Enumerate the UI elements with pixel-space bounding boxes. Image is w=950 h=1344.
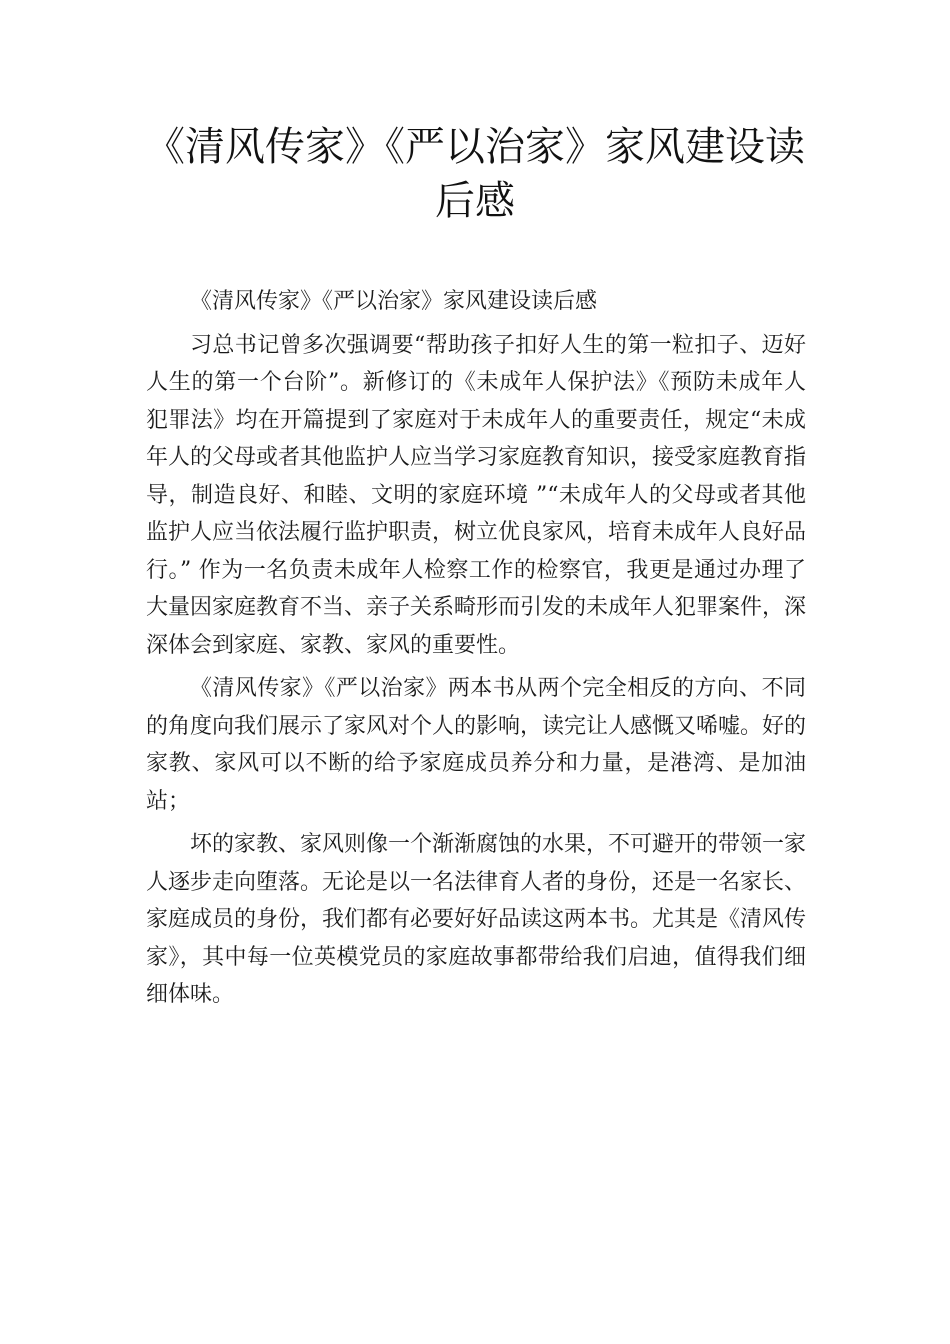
title-line-2: 后感 xyxy=(435,178,515,224)
paragraph-2: 《清风传家》《严以治家》两本书从两个完全相反的方向、不同的角度向我们展示了家风对个人的影响，读完让人感慨又唏嘘。好的家教、家风可以不断的给予家庭成员养分和力量，是港湾、是加油站； xyxy=(146,676,807,814)
title-line-1: 《清风传家》《严以治家》家风建设读 xyxy=(145,124,805,170)
document-body xyxy=(146,283,806,1014)
paragraph-1: 习总书记曾多次强调要“帮助孩子扣好人生的第一粒扣子、迈好人生的第一个台阶”。新修订的《未成年人保护法》《预防未成年人犯罪法》均在开篇提到了家庭对于未成年人的重要责任，规定“未成年人的父母或者其他监护人应当学习家庭教育知识，接受家庭教育指导，制造良好、和睦、文明的家庭环境 ”“未成年人的父母或者其他监护人应当依法履行监护职责，树立优良家风，培育未成年人良好品行。” 作为一名负责未成年人检察工作的检察官，我更是通过办理了大量因家庭教育不当、亲子关系畸形而引发的未成年人犯罪案件，深深体会到家庭、家教、家风的重要性。 xyxy=(146,332,807,658)
paragraph-3: 坏的家教、家风则像一个渐渐腐蚀的水果，不可避开的带领一家人逐步走向堕落。无论是以一名法律育人者的身份，还是一名家长、家庭成员的身份，我们都有必要好好品读这两本书。尤其是《清风传家》，其中每一位英模党员的家庭故事都带给我们启迪，值得我们细细体味。 xyxy=(146,832,807,1007)
document-title xyxy=(120,120,830,228)
paragraph-subtitle: 《清风传家》《严以治家》家风建设读后感 xyxy=(190,289,598,314)
